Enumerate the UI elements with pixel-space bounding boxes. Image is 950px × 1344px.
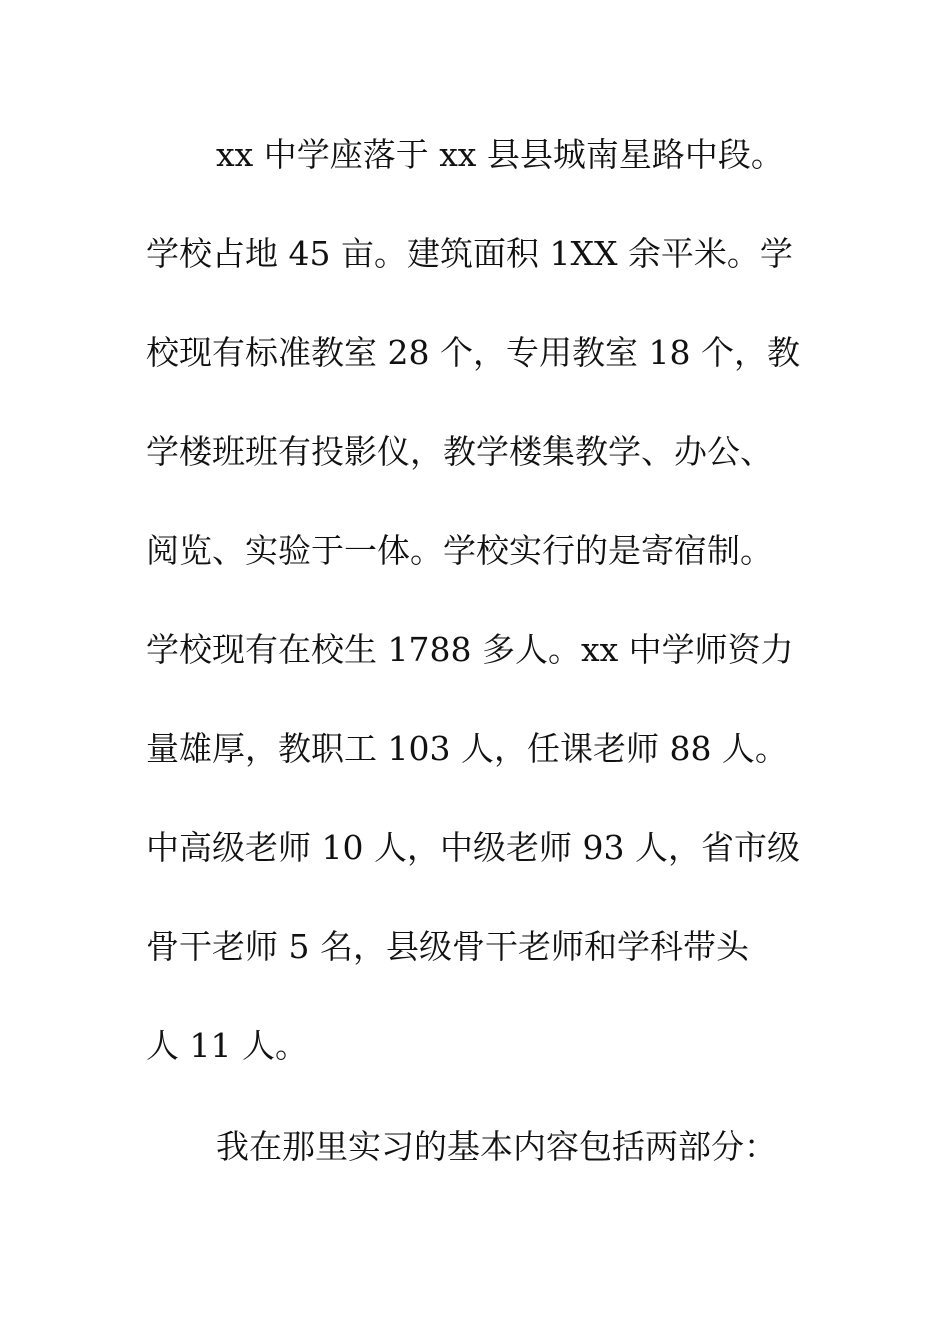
paragraph-1-line-7: 量雄厚，教职工 103 人，任课老师 88 人。 [146, 729, 788, 768]
paragraph-1-line-5: 阅览、实验于一体。学校实行的是寄宿制。 [146, 531, 773, 570]
paragraph-1-line-2: 学校占地 45 亩。建筑面积 1XX 余平米。学 [146, 234, 793, 273]
paragraph-1-line-1: xx 中学座落于 xx 县县城南星路中段。 [216, 135, 784, 174]
paragraph-1-line-6: 学校现有在校生 1788 多人。xx 中学师资力 [146, 630, 794, 669]
paragraph-1-line-8: 中高级老师 10 人，中级老师 93 人，省市级 [146, 828, 800, 867]
paragraph-2-line-1: 我在那里实习的基本内容包括两部分： [216, 1127, 777, 1166]
paragraph-1-line-3: 校现有标准教室 28 个，专用教室 18 个，教 [146, 333, 800, 372]
paragraph-1-line-10: 人 11 人。 [146, 1026, 308, 1065]
paragraph-1-line-9: 骨干老师 5 名，县级骨干老师和学科带头 [146, 927, 749, 966]
paragraph-1-line-4: 学楼班班有投影仪，教学楼集教学、办公、 [146, 432, 773, 471]
